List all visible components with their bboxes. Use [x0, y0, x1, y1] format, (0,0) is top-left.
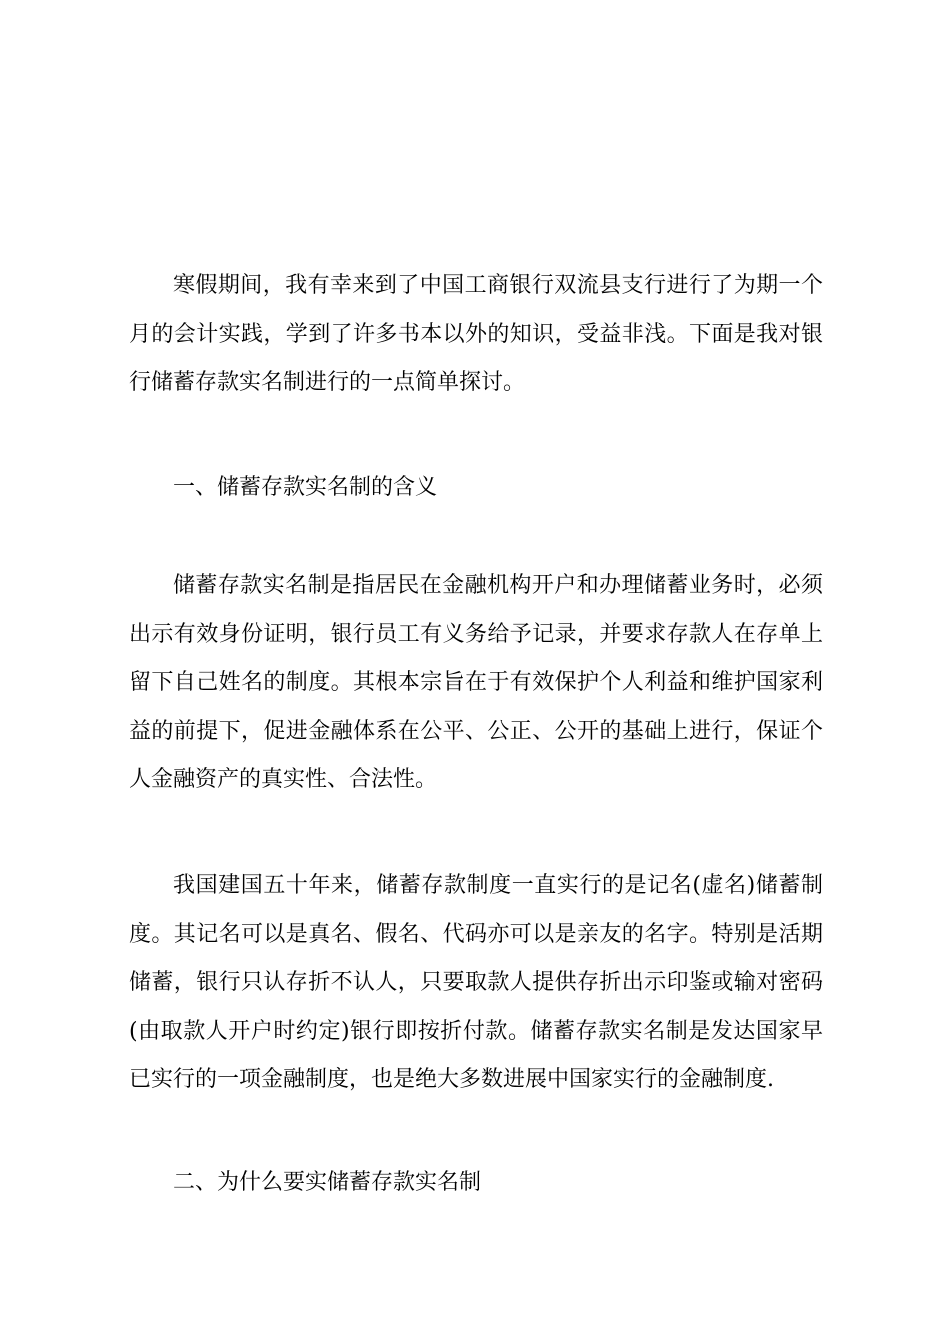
history-paragraph: 我国建国五十年来，储蓄存款制度一直实行的是记名(虚名)储蓄制度。其记名可以是真名、假名、代码亦可以是亲友的名字。特别是活期储蓄，银行只认存折不认人，只要取款人提供存折出示印鉴或输对密码(由取款人开户时约定)银行即按折付款。储蓄存款实名制是发达国家早已实行的一项金融制度，也是绝大多数进展中国家实行的金融制度. [129, 873, 823, 1092]
intro-paragraph: 寒假期间，我有幸来到了中国工商银行双流县支行进行了为期一个月的会计实践，学到了许多书本以外的知识，受益非浅。下面是我对银行储蓄存款实名制进行的一点简单探讨。 [129, 273, 823, 395]
definition-paragraph: 储蓄存款实名制是指居民在金融机构开户和办理储蓄业务时，必须出示有效身份证明，银行员工有义务给予记录，并要求存款人在存单上留下自己姓名的制度。其根本宗旨在于有效保护个人利益和维护国家利益的前提下，促进金融体系在公平、公正、公开的基础上进行，保证个人金融资产的真实性、合法性。 [129, 573, 823, 792]
section-heading-2: 二、为什么要实储蓄存款实名制 [173, 1170, 482, 1195]
section-heading-1: 一、储蓄存款实名制的含义 [173, 475, 438, 500]
